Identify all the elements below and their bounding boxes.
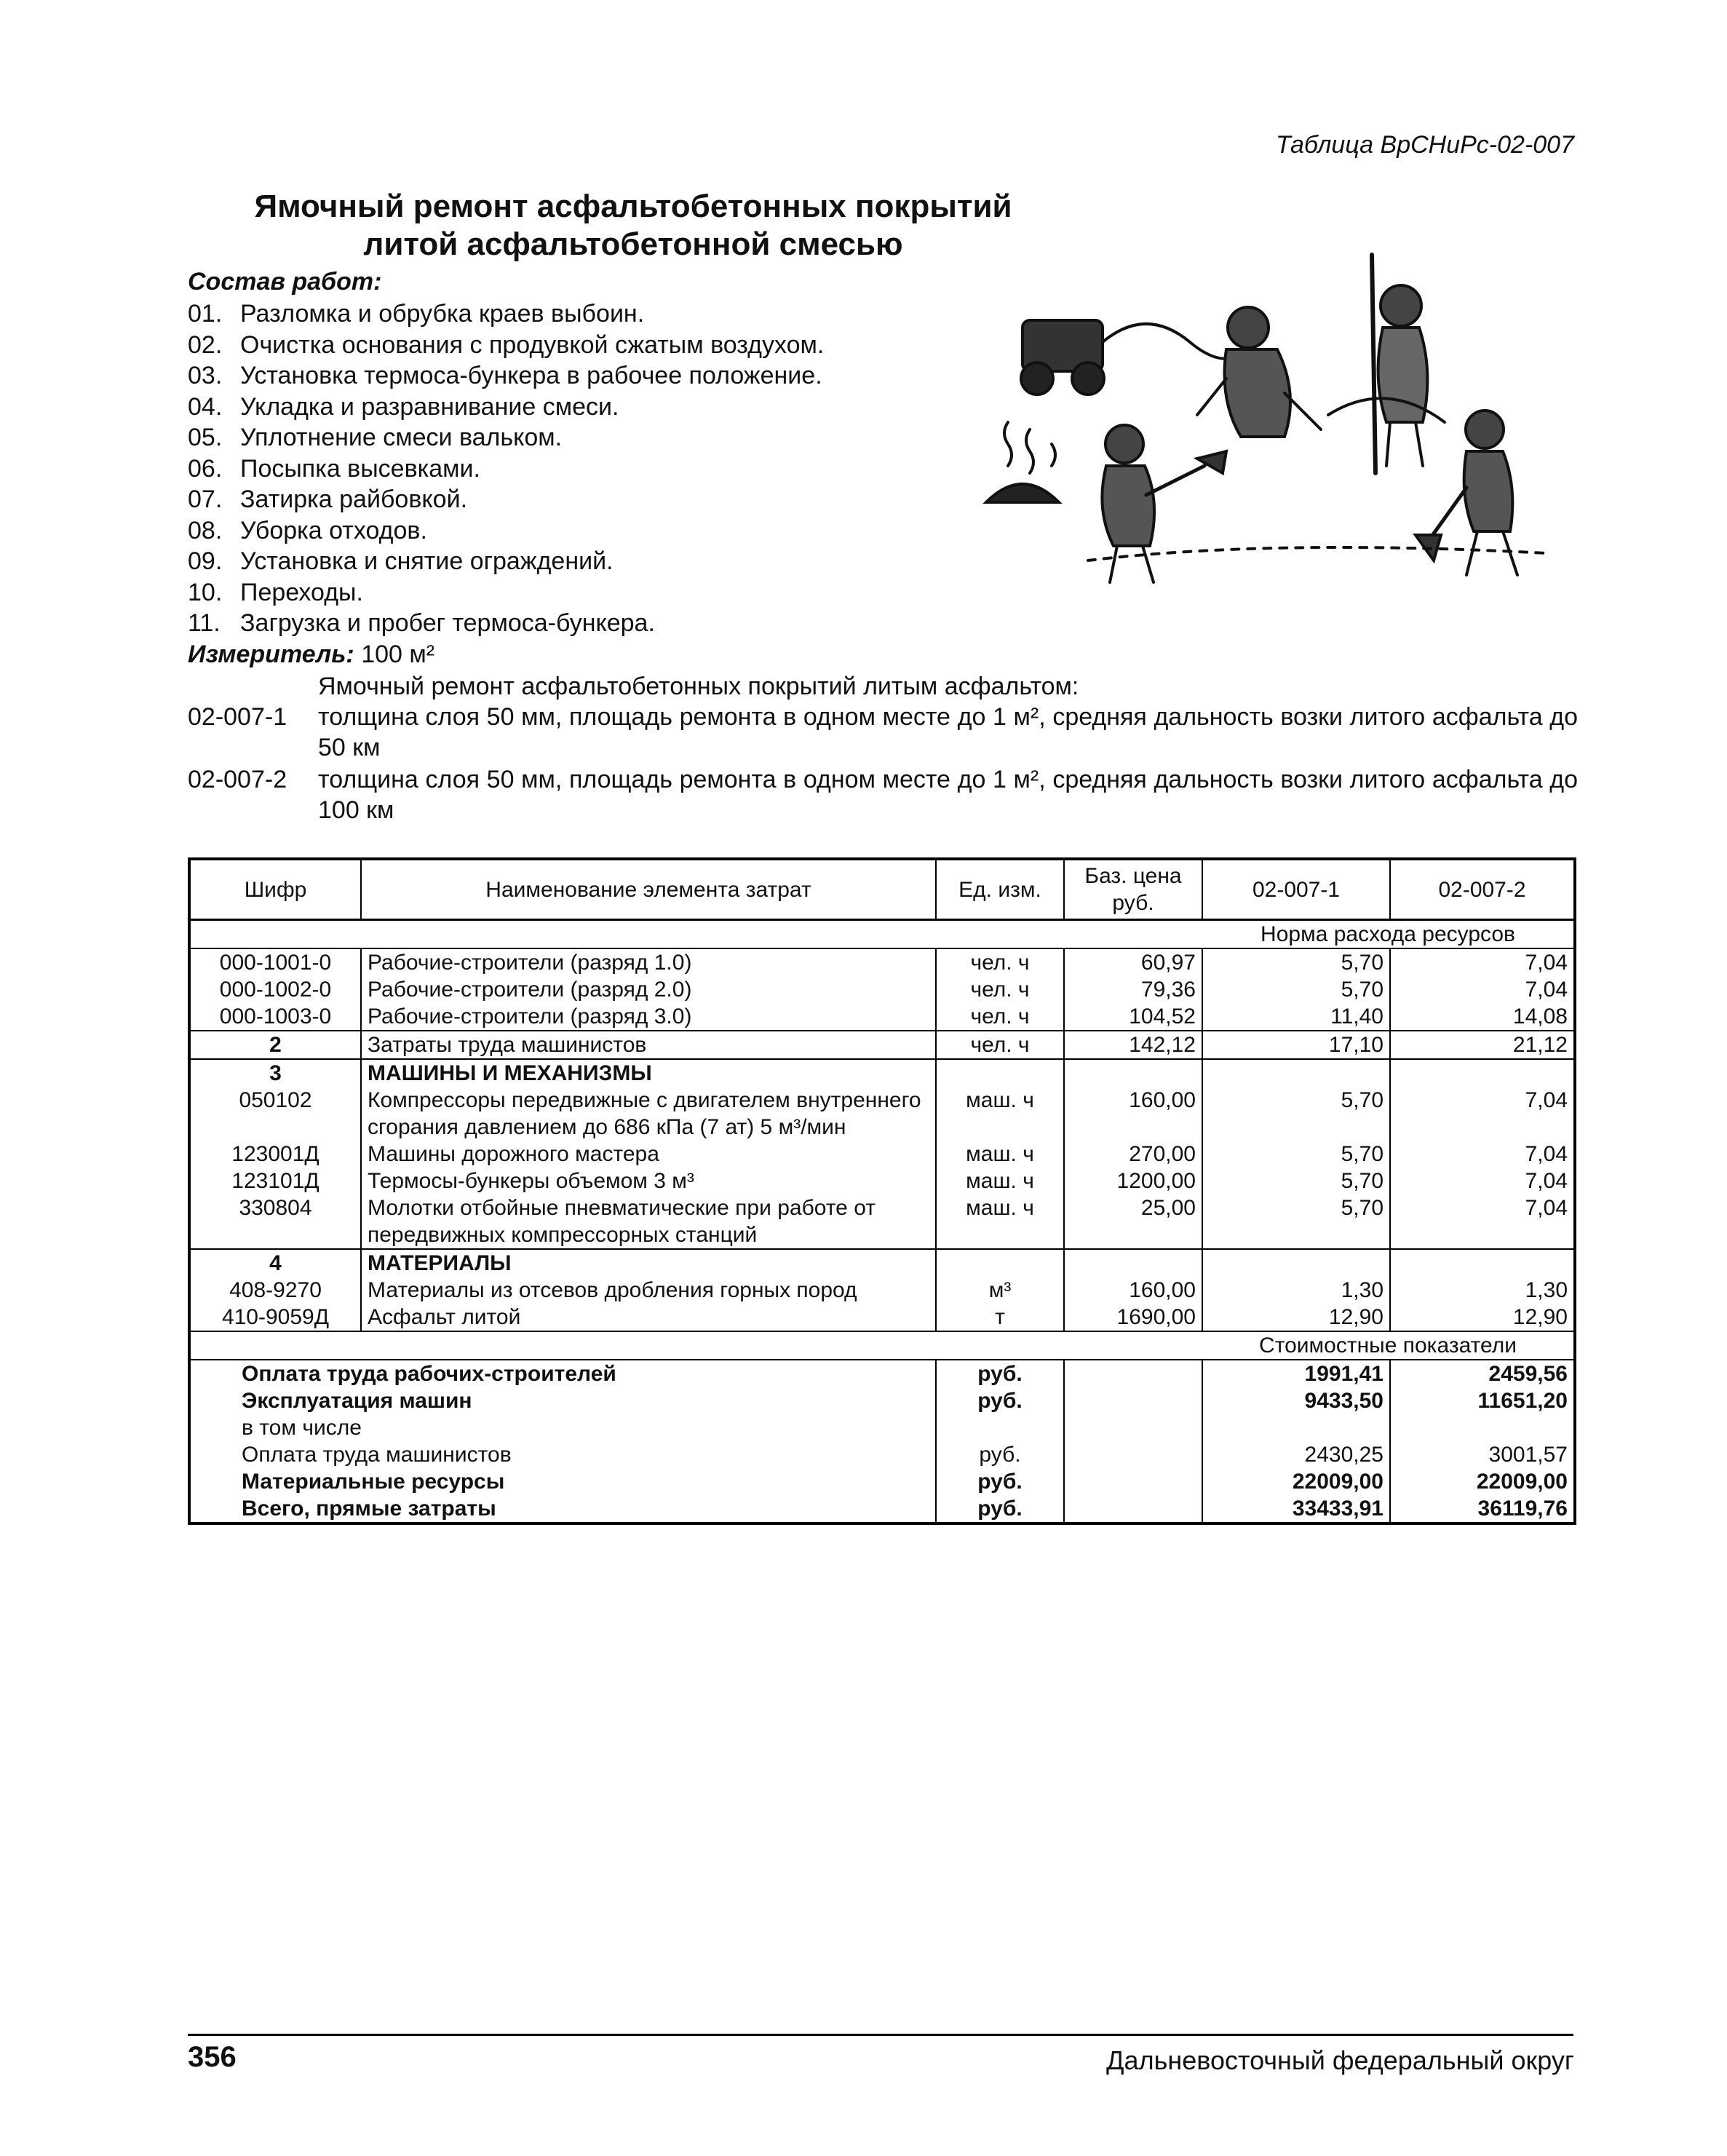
variant-text: толщина слоя 50 мм, площадь ремонта в одном месте до 1 м², средняя дальность возки литого асфальта до 100 км <box>318 766 1578 824</box>
summary-row: в том числе <box>189 1414 1575 1441</box>
table-row: 000-1002-0 Рабочие-строители (разряд 2.0) чел. ч 79,36 5,70 7,04 <box>189 976 1575 1003</box>
header-code: Шифр <box>189 859 361 920</box>
summary-row: Эксплуатация машин руб. 9433,50 11651,20 <box>189 1387 1575 1414</box>
table-row: 123101Д Термосы-бункеры объемом 3 м³ маш. ч 1200,00 5,70 7,04 <box>189 1168 1575 1194</box>
table-row: 2 Затраты труда машинистов чел. ч 142,12 17,10 21,12 <box>189 1031 1575 1059</box>
variant-item <box>188 764 1578 825</box>
header-name: Наименование элемента затрат <box>361 859 936 920</box>
document-title <box>182 188 1084 263</box>
variants-intro: Ямочный ремонт асфальтобетонных покрытий литым асфальтом: <box>318 673 1079 700</box>
section-row: 4 МАТЕРИАЛЫ <box>189 1249 1575 1277</box>
header-variant-1: 02-007-1 <box>1202 859 1390 920</box>
work-item: 09. Установка и снятие ограждений. <box>188 547 614 575</box>
table-row: 000-1001-0 Рабочие-строители (разряд 1.0) чел. ч 60,97 5,70 7,04 <box>189 948 1575 976</box>
cost-table <box>188 857 1576 1525</box>
norm-caption: Норма расхода ресурсов <box>1202 920 1575 949</box>
title-line-1: Ямочный ремонт асфальтобетонных покрытий <box>254 189 1012 224</box>
measure-label: Измеритель: <box>188 641 354 668</box>
work-item: 11. Загрузка и пробег термоса-бункера. <box>188 609 655 637</box>
work-item: 02. Очистка основания с продувкой сжатым воздухом. <box>188 330 825 359</box>
work-item: 05. Уплотнение смеси вальком. <box>188 424 563 451</box>
page-number: 356 <box>188 2041 237 2073</box>
work-item: 06. Посыпка высевками. <box>188 454 480 483</box>
work-item: 03. Установка термоса-бункера в рабочее положение. <box>188 362 822 389</box>
road-workers-illustration <box>979 247 1576 604</box>
header-unit: Ед. изм. <box>936 859 1064 920</box>
header-variant-2: 02-007-2 <box>1390 859 1575 920</box>
summary-row: Оплата труда машинистов руб. 2430,25 3001,57 <box>189 1441 1575 1468</box>
variant-code: 02-007-2 <box>188 766 287 793</box>
header-price: Баз. цена руб. <box>1064 859 1202 920</box>
table-row: 000-1003-0 Рабочие-строители (разряд 3.0) чел. ч 104,52 11,40 14,08 <box>189 1003 1575 1031</box>
work-item: 01. Разломка и обрубка краев выбоин. <box>188 300 645 328</box>
table-row: 123001Д Машины дорожного мастера маш. ч 270,00 5,70 7,04 <box>189 1141 1575 1168</box>
variant-code: 02-007-1 <box>188 703 287 731</box>
summary-row: Всего, прямые затраты руб. 33433,91 36119,76 <box>189 1495 1575 1523</box>
table-row: 330804 Молотки отбойные пневматические при работе от передвижных компрессорных станций маш. ч 25,00 5,70 7,04 <box>189 1194 1575 1249</box>
summary-row: Оплата труда рабочих-строителей руб. 1991,41 2459,56 <box>189 1360 1575 1387</box>
variant-text: толщина слоя 50 мм, площадь ремонта в одном месте до 1 м², средняя дальность возки литого асфальта до 50 км <box>318 703 1578 761</box>
table-row: 408-9270 Материалы из отсевов дробления горных пород м³ 160,00 1,30 1,30 <box>189 1277 1575 1304</box>
footer-divider <box>188 2034 1573 2036</box>
summary-row: Материальные ресурсы руб. 22009,00 22009,00 <box>189 1468 1575 1495</box>
norm-caption-row <box>189 920 1575 949</box>
title-line-2: литой асфальтобетонной смесью <box>363 226 903 262</box>
work-item: 10. Переходы. <box>188 578 363 606</box>
section-row: 3 МАШИНЫ И МЕХАНИЗМЫ <box>189 1059 1575 1087</box>
measure-value: 100 м² <box>361 641 435 668</box>
table-row: 410-9059Д Асфальт литой т 1690,00 12,90 12,90 <box>189 1304 1575 1331</box>
work-item: 04. Укладка и разравнивание смеси. <box>188 392 619 421</box>
table-header-row <box>189 859 1575 920</box>
composition-heading: Состав работ: <box>188 268 382 296</box>
variant-item <box>188 702 1578 763</box>
work-list <box>188 298 824 639</box>
cost-caption: Стоимостные показатели <box>1202 1331 1575 1360</box>
table-reference: Таблица ВрСНиРс-02-007 <box>1275 131 1574 159</box>
cost-caption-row <box>189 1331 1575 1360</box>
table-row: 050102 Компрессоры передвижные с двигателем внутреннего сгорания давлением до 686 кПа (7 ат) 5 м³/мин маш. ч 160,00 5,70 7,04 <box>189 1087 1575 1141</box>
work-item: 07. Затирка райбовкой. <box>188 486 468 513</box>
work-item: 08. Уборка отходов. <box>188 516 427 544</box>
footer-region: Дальневосточный федеральный округ <box>1106 2045 1574 2075</box>
measure-line <box>188 639 434 670</box>
